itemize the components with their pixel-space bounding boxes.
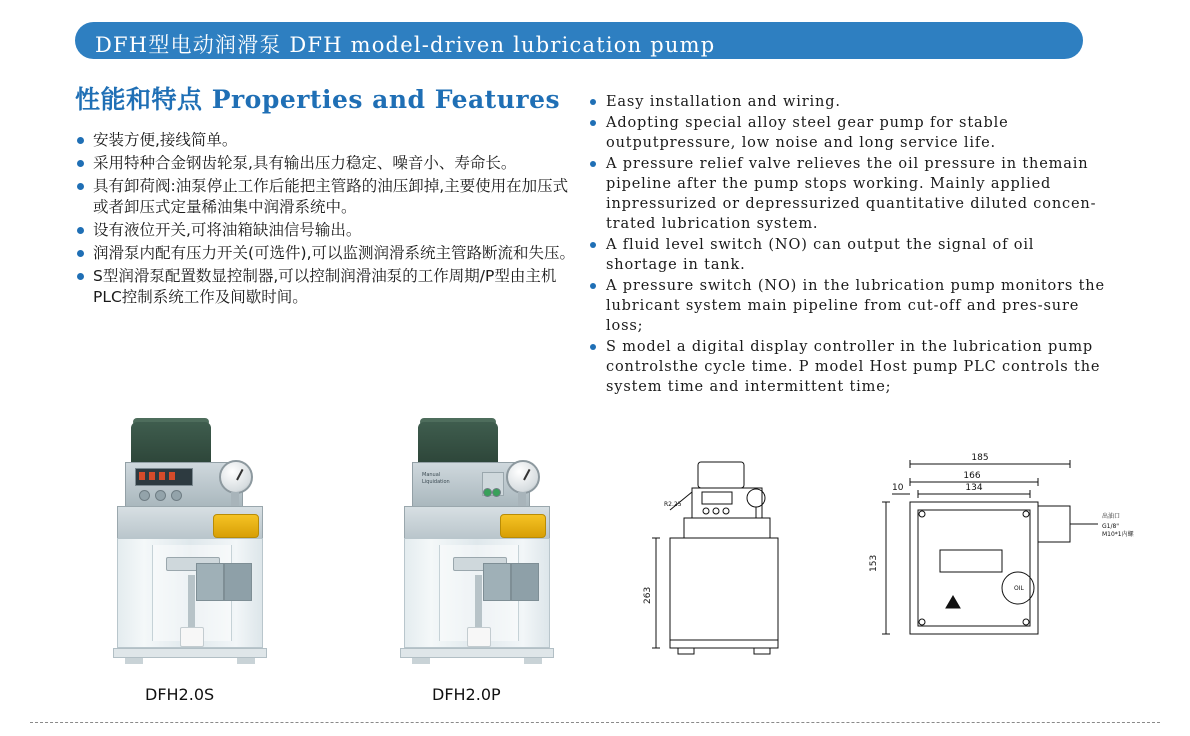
outlet-annotation-cn: 出油口 — [1102, 513, 1121, 520]
pump-motor-hood — [131, 422, 211, 466]
outlet-annotation-code-2: M10*1内螺 — [1102, 531, 1134, 538]
page-title-bar — [75, 22, 1083, 59]
display-digit — [149, 472, 155, 480]
gauge-stem — [231, 492, 239, 506]
outlet-annotation-code: G1/8" — [1102, 523, 1120, 530]
control-knob-row — [482, 488, 502, 498]
dimension-r225: R2.25 — [664, 501, 682, 508]
indicator-light — [483, 488, 492, 497]
pump-photo-dfh20s — [95, 410, 285, 665]
pump-panel-text: Manual Liquidation — [422, 472, 450, 485]
pump-photo-dfh20p — [382, 410, 572, 665]
list-item: 安装方便,接线简单。 — [75, 130, 580, 151]
gauge-stem — [518, 492, 526, 506]
left-column — [75, 80, 580, 310]
list-item: Adopting special alloy steel gear pump for stable outputpressure, low noise and long service life. — [590, 113, 1110, 153]
dimension-10: 10 — [892, 483, 904, 493]
filter-cup — [180, 627, 204, 647]
pump-motor-hood — [418, 422, 498, 466]
yellow-relief-valve — [213, 514, 259, 538]
base-foot — [524, 658, 542, 664]
dimension-185: 185 — [971, 453, 989, 463]
list-item: A pressure switch (NO) in the lubrication pump monitors the lubricant system main pipeline from cut-off and pres-sure loss; — [590, 276, 1110, 336]
english-feature-list — [590, 92, 1110, 397]
control-knob — [155, 490, 166, 501]
indicator-light — [492, 488, 501, 497]
front-view-drawing — [862, 440, 1172, 670]
figure-caption-dfh20s: DFH2.0S — [145, 685, 215, 704]
tank-block — [224, 563, 252, 601]
list-item: S model a digital display controller in the lubrication pump controlsthe cycle time. P model Host pump PLC controls the system time and intermittent time; — [590, 337, 1110, 397]
control-knob — [171, 490, 182, 501]
list-item: 设有液位开关,可将油箱缺油信号输出。 — [75, 220, 580, 241]
suction-pipe — [475, 575, 482, 633]
pump-base — [400, 648, 554, 658]
base-foot — [237, 658, 255, 664]
list-item: 采用特种合金钢齿轮泵,具有输出压力稳定、噪音小、寿命长。 — [75, 153, 580, 174]
chinese-feature-list — [75, 130, 580, 308]
dimension-263: 263 — [643, 586, 653, 604]
figure-caption-dfh20p: DFH2.0P — [432, 685, 501, 704]
tank-block — [511, 563, 539, 601]
oil-tank — [117, 538, 263, 648]
list-item: A fluid level switch (NO) can output the signal of oil shortage in tank. — [590, 235, 1110, 275]
yellow-relief-valve — [500, 514, 546, 538]
dimension-134: 134 — [965, 483, 983, 493]
base-foot — [412, 658, 430, 664]
dimension-166: 166 — [963, 471, 981, 481]
display-digit — [169, 472, 175, 480]
pressure-gauge-icon — [219, 460, 253, 494]
figures-row — [0, 400, 1190, 720]
control-knob — [139, 490, 150, 501]
page-title: DFH型电动润滑泵 DFH model-driven lubrication pump — [95, 33, 716, 57]
list-item: Easy installation and wiring. — [590, 92, 1110, 112]
pump-base — [113, 648, 267, 658]
list-item: A pressure relief valve relieves the oil pressure in themain pipeline after the pump stops working. Mainly applied inpressurized or depressurized quantitative diluted concen-trated lubrication system. — [590, 154, 1110, 234]
list-item: S型润滑泵配置数显控制器,可以控制润滑油泵的工作周期/P型由主机PLC控制系统工作及间歇时间。 — [75, 266, 580, 308]
control-knob-row — [137, 490, 193, 500]
tank-block — [483, 563, 511, 601]
pressure-gauge-icon — [506, 460, 540, 494]
filter-cup — [467, 627, 491, 647]
tank-block — [196, 563, 224, 601]
oil-label: OIL — [1014, 585, 1024, 592]
list-item: 润滑泵内配有压力开关(可选件),可以监测润滑系统主管路断流和失压。 — [75, 243, 580, 264]
suction-pipe — [188, 575, 195, 633]
section-heading: 性能和特点 Properties and Features — [75, 85, 561, 114]
side-view-drawing — [640, 440, 860, 670]
display-digit — [139, 472, 145, 480]
dimension-153: 153 — [869, 554, 879, 572]
footer-divider — [30, 722, 1160, 723]
list-item: 具有卸荷阀:油泵停止工作后能把主管路的油压卸掉,主要使用在加压式或者卸压式定量稀油集中润滑系统中。 — [75, 176, 580, 218]
oil-tank — [404, 538, 550, 648]
display-digit — [159, 472, 165, 480]
base-foot — [125, 658, 143, 664]
right-column — [590, 92, 1110, 398]
